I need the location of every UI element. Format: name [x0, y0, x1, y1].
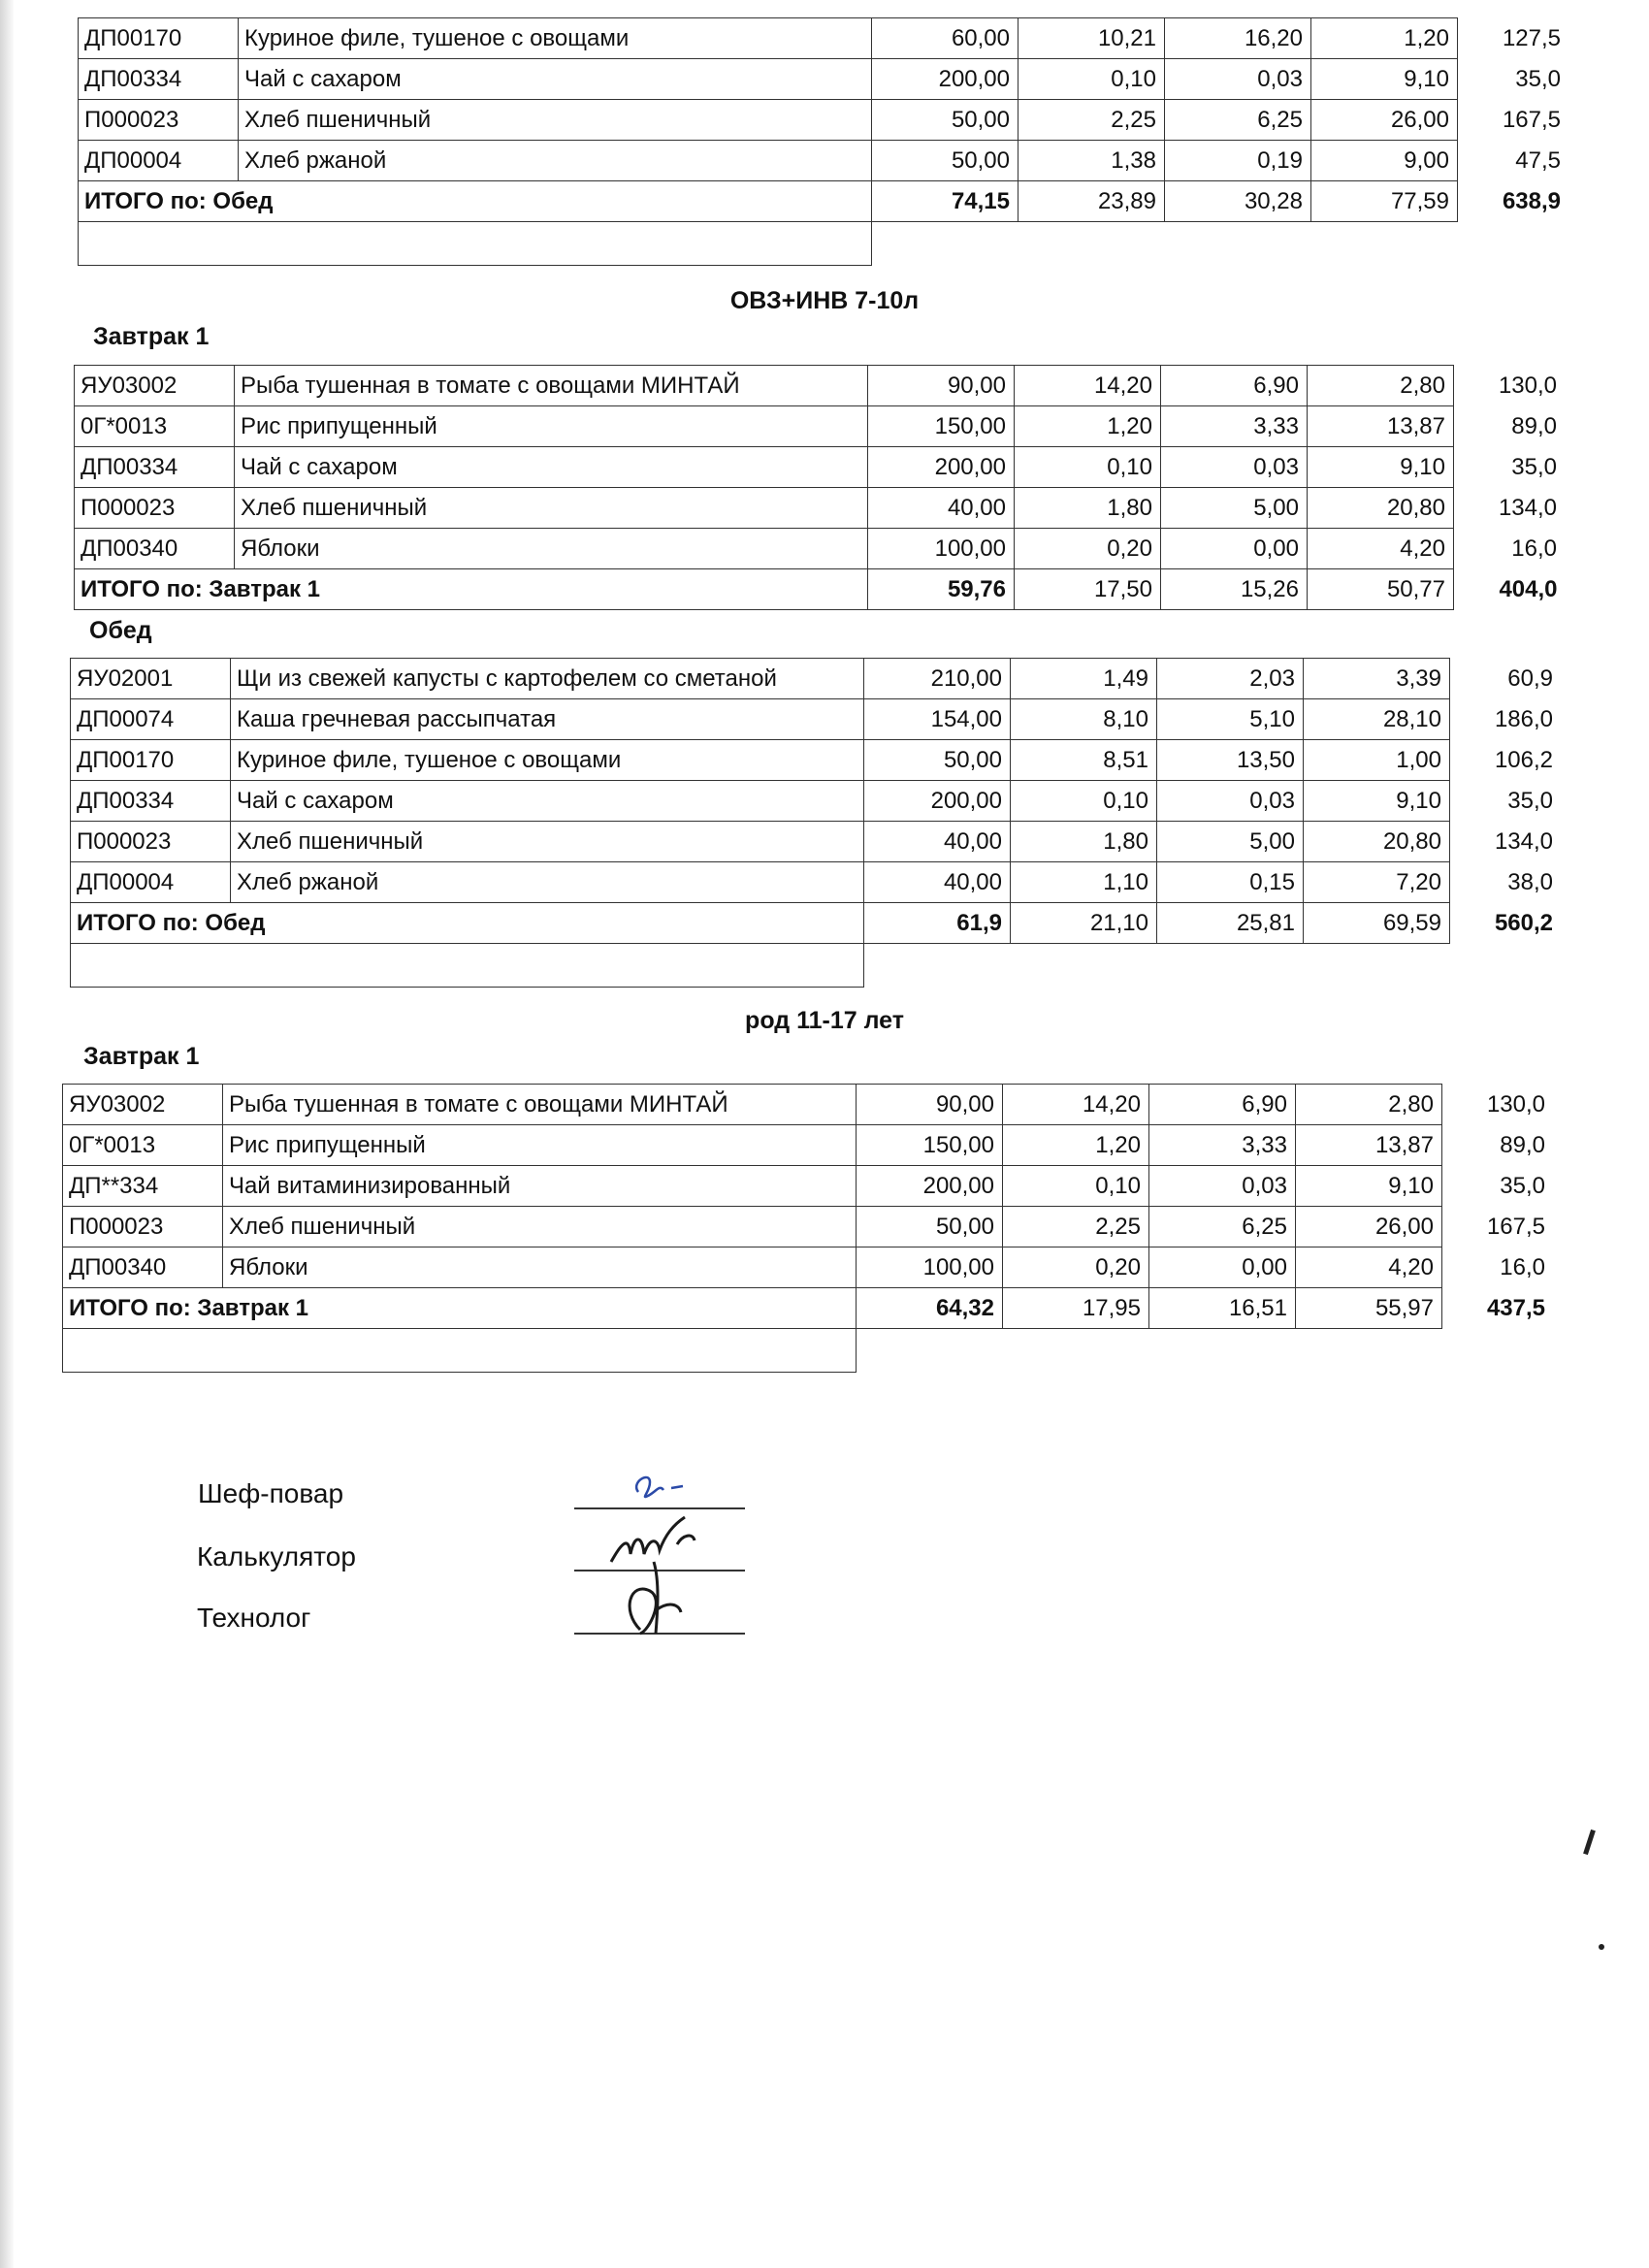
item-carbs: 13,87	[1296, 1125, 1442, 1166]
item-weight: 210,00	[864, 659, 1011, 699]
item-protein: 0,10	[1003, 1166, 1149, 1207]
scan-artifact	[1599, 1944, 1604, 1950]
meal-heading: Завтрак 1	[93, 323, 210, 350]
table-row	[71, 699, 1554, 740]
item-kcal: 130,0	[1498, 372, 1557, 399]
item-name: Хлеб пшеничный	[223, 1207, 857, 1247]
item-carbs: 9,00	[1311, 141, 1458, 181]
item-carbs: 7,20	[1304, 862, 1450, 903]
total-row	[75, 569, 1558, 610]
item-fat: 0,00	[1149, 1247, 1296, 1288]
item-weight: 154,00	[864, 699, 1011, 740]
item-carbs: 9,10	[1311, 59, 1458, 100]
total-fat: 16,51	[1149, 1288, 1296, 1329]
table-row	[71, 740, 1554, 781]
item-name: Куриное филе, тушеное с овощами	[239, 18, 872, 59]
item-weight: 50,00	[857, 1207, 1003, 1247]
item-protein: 0,10	[1015, 447, 1161, 488]
item-fat: 13,50	[1157, 740, 1304, 781]
item-code: П000023	[75, 488, 235, 529]
item-kcal: 134,0	[1494, 827, 1553, 855]
item-name: Рыба тушенная в томате с овощами МИНТАЙ	[235, 366, 868, 406]
item-kcal: 38,0	[1507, 868, 1553, 895]
scan-left-edge	[0, 0, 14, 2268]
item-carbs: 1,00	[1304, 740, 1450, 781]
item-carbs: 28,10	[1304, 699, 1450, 740]
item-code: ДП00074	[71, 699, 231, 740]
item-fat: 16,20	[1165, 18, 1311, 59]
total-weight: 64,32	[857, 1288, 1003, 1329]
item-fat: 6,90	[1161, 366, 1308, 406]
total-label: ИТОГО по: Обед	[71, 903, 864, 944]
total-carbs: 77,59	[1311, 181, 1458, 222]
table-row	[79, 59, 1562, 100]
total-fat: 15,26	[1161, 569, 1308, 610]
item-fat: 0,03	[1161, 447, 1308, 488]
item-protein: 2,25	[1003, 1207, 1149, 1247]
item-protein: 0,10	[1018, 59, 1165, 100]
item-code: П000023	[79, 100, 239, 141]
item-weight: 150,00	[857, 1125, 1003, 1166]
item-fat: 5,00	[1161, 488, 1308, 529]
item-kcal: 35,0	[1500, 1172, 1545, 1199]
item-protein: 1,80	[1011, 822, 1157, 862]
table-row	[75, 529, 1558, 569]
item-name: Чай с сахаром	[231, 781, 864, 822]
total-kcal: 560,2	[1494, 909, 1553, 936]
item-name: Рис припущенный	[235, 406, 868, 447]
item-fat: 0,03	[1149, 1166, 1296, 1207]
item-carbs: 20,80	[1304, 822, 1450, 862]
item-name: Яблоки	[235, 529, 868, 569]
item-protein: 0,20	[1003, 1247, 1149, 1288]
table-row	[79, 141, 1562, 181]
table-row	[75, 406, 1558, 447]
item-kcal: 134,0	[1498, 494, 1557, 521]
total-row	[63, 1288, 1546, 1329]
item-protein: 1,10	[1011, 862, 1157, 903]
item-fat: 3,33	[1161, 406, 1308, 447]
item-fat: 6,25	[1149, 1207, 1296, 1247]
signature-chef	[621, 1463, 737, 1511]
item-name: Чай с сахаром	[235, 447, 868, 488]
item-fat: 0,00	[1161, 529, 1308, 569]
item-kcal: 60,9	[1507, 664, 1553, 692]
item-carbs: 20,80	[1308, 488, 1454, 529]
total-weight: 74,15	[872, 181, 1018, 222]
total-carbs: 55,97	[1296, 1288, 1442, 1329]
section-title: ОВЗ+ИНВ 7-10л	[729, 287, 920, 314]
section-title: род 11-17 лет	[745, 1007, 904, 1034]
item-weight: 40,00	[864, 822, 1011, 862]
table-row	[63, 1207, 1546, 1247]
table-row	[63, 1085, 1546, 1125]
item-name: Хлеб ржаной	[231, 862, 864, 903]
item-carbs: 26,00	[1311, 100, 1458, 141]
item-kcal: 186,0	[1494, 705, 1553, 732]
item-fat: 6,90	[1149, 1085, 1296, 1125]
item-protein: 1,20	[1015, 406, 1161, 447]
item-kcal: 16,0	[1511, 535, 1557, 562]
item-name: Куриное филе, тушеное с овощами	[231, 740, 864, 781]
item-name: Хлеб пшеничный	[231, 822, 864, 862]
item-fat: 6,25	[1165, 100, 1311, 141]
table-row	[79, 100, 1562, 141]
item-protein: 14,20	[1003, 1085, 1149, 1125]
item-kcal: 127,5	[1502, 24, 1561, 51]
item-weight: 60,00	[872, 18, 1018, 59]
item-code: ДП00334	[71, 781, 231, 822]
menu-table-breakfast-7-10	[74, 365, 1558, 610]
empty-row	[71, 944, 1554, 988]
item-carbs: 2,80	[1308, 366, 1454, 406]
item-weight: 40,00	[868, 488, 1015, 529]
item-carbs: 4,20	[1296, 1247, 1442, 1288]
scan-artifact	[1583, 1830, 1596, 1855]
item-protein: 1,80	[1015, 488, 1161, 529]
item-kcal: 167,5	[1502, 106, 1561, 133]
item-code: 0Г*0013	[75, 406, 235, 447]
empty-row	[63, 1329, 1546, 1373]
table-row	[75, 447, 1558, 488]
item-carbs: 9,10	[1296, 1166, 1442, 1207]
item-protein: 0,10	[1011, 781, 1157, 822]
table-row	[75, 366, 1558, 406]
item-name: Хлеб ржаной	[239, 141, 872, 181]
item-fat: 5,00	[1157, 822, 1304, 862]
item-weight: 50,00	[864, 740, 1011, 781]
item-protein: 14,20	[1015, 366, 1161, 406]
item-name: Хлеб пшеничный	[239, 100, 872, 141]
item-protein: 8,51	[1011, 740, 1157, 781]
item-weight: 200,00	[857, 1166, 1003, 1207]
item-name: Чай с сахаром	[239, 59, 872, 100]
item-weight: 50,00	[872, 141, 1018, 181]
total-carbs: 50,77	[1308, 569, 1454, 610]
empty-row	[79, 222, 1562, 266]
total-fat: 30,28	[1165, 181, 1311, 222]
item-code: ДП00004	[79, 141, 239, 181]
total-protein: 17,50	[1015, 569, 1161, 610]
item-fat: 0,19	[1165, 141, 1311, 181]
total-label: ИТОГО по: Обед	[79, 181, 872, 222]
item-carbs: 4,20	[1308, 529, 1454, 569]
total-label: ИТОГО по: Завтрак 1	[75, 569, 868, 610]
signature-technologist	[611, 1552, 728, 1639]
menu-table-breakfast-11-17	[62, 1084, 1545, 1373]
total-label: ИТОГО по: Завтрак 1	[63, 1288, 857, 1329]
item-weight: 90,00	[857, 1085, 1003, 1125]
total-fat: 25,81	[1157, 903, 1304, 944]
table-row	[63, 1247, 1546, 1288]
item-kcal: 35,0	[1515, 65, 1561, 92]
item-weight: 200,00	[864, 781, 1011, 822]
item-name: Хлеб пшеничный	[235, 488, 868, 529]
item-weight: 50,00	[872, 100, 1018, 141]
item-code: ДП00170	[71, 740, 231, 781]
item-fat: 5,10	[1157, 699, 1304, 740]
item-name: Рыба тушенная в томате с овощами МИНТАЙ	[223, 1085, 857, 1125]
item-code: ДП00340	[63, 1247, 223, 1288]
item-name: Каша гречневая рассыпчатая	[231, 699, 864, 740]
item-weight: 100,00	[868, 529, 1015, 569]
item-fat: 0,15	[1157, 862, 1304, 903]
item-name: Рис припущенный	[223, 1125, 857, 1166]
total-kcal: 638,9	[1502, 187, 1561, 214]
item-kcal: 89,0	[1511, 412, 1557, 439]
item-carbs: 3,39	[1304, 659, 1450, 699]
item-weight: 200,00	[868, 447, 1015, 488]
item-kcal: 35,0	[1511, 453, 1557, 480]
total-protein: 23,89	[1018, 181, 1165, 222]
table-row	[71, 781, 1554, 822]
item-kcal: 89,0	[1500, 1131, 1545, 1158]
item-kcal: 130,0	[1486, 1090, 1545, 1118]
item-weight: 200,00	[872, 59, 1018, 100]
item-name: Чай витаминизированный	[223, 1166, 857, 1207]
total-protein: 21,10	[1011, 903, 1157, 944]
item-kcal: 16,0	[1500, 1253, 1545, 1280]
table-row	[71, 862, 1554, 903]
item-code: ДП00340	[75, 529, 235, 569]
menu-table-lunch-7-10	[70, 658, 1553, 988]
total-kcal: 404,0	[1499, 575, 1558, 602]
table-row	[75, 488, 1558, 529]
item-fat: 0,03	[1157, 781, 1304, 822]
item-kcal: 167,5	[1486, 1213, 1545, 1240]
item-code: 0Г*0013	[63, 1125, 223, 1166]
table-row	[63, 1166, 1546, 1207]
item-carbs: 26,00	[1296, 1207, 1442, 1247]
total-row	[71, 903, 1554, 944]
item-protein: 0,20	[1015, 529, 1161, 569]
item-name: Яблоки	[223, 1247, 857, 1288]
item-fat: 0,03	[1165, 59, 1311, 100]
item-protein: 1,38	[1018, 141, 1165, 181]
table-row	[79, 18, 1562, 59]
total-weight: 61,9	[864, 903, 1011, 944]
item-kcal: 35,0	[1507, 787, 1553, 814]
item-weight: 100,00	[857, 1247, 1003, 1288]
total-row	[79, 181, 1562, 222]
table-row	[71, 659, 1554, 699]
item-weight: 90,00	[868, 366, 1015, 406]
item-weight: 40,00	[864, 862, 1011, 903]
item-carbs: 1,20	[1311, 18, 1458, 59]
signature-label-chef: Шеф-повар	[198, 1478, 344, 1508]
item-fat: 3,33	[1149, 1125, 1296, 1166]
item-code: ЯУ03002	[63, 1085, 223, 1125]
table-row	[63, 1125, 1546, 1166]
item-protein: 1,20	[1003, 1125, 1149, 1166]
item-code: ДП00334	[79, 59, 239, 100]
item-code: ДП00004	[71, 862, 231, 903]
item-protein: 8,10	[1011, 699, 1157, 740]
meal-heading: Завтрак 1	[83, 1043, 200, 1070]
item-protein: 2,25	[1018, 100, 1165, 141]
item-kcal: 106,2	[1494, 746, 1553, 773]
item-code: ДП00334	[75, 447, 235, 488]
item-weight: 150,00	[868, 406, 1015, 447]
item-carbs: 9,10	[1304, 781, 1450, 822]
total-protein: 17,95	[1003, 1288, 1149, 1329]
total-carbs: 69,59	[1304, 903, 1450, 944]
item-code: П000023	[63, 1207, 223, 1247]
item-carbs: 13,87	[1308, 406, 1454, 447]
item-carbs: 9,10	[1308, 447, 1454, 488]
item-code: ЯУ02001	[71, 659, 231, 699]
item-protein: 10,21	[1018, 18, 1165, 59]
item-kcal: 47,5	[1515, 146, 1561, 174]
signature-label-calculator: Калькулятор	[197, 1541, 356, 1571]
item-fat: 2,03	[1157, 659, 1304, 699]
item-code: ЯУ03002	[75, 366, 235, 406]
item-code: ДП00170	[79, 18, 239, 59]
table-row	[71, 822, 1554, 862]
total-weight: 59,76	[868, 569, 1015, 610]
item-code: ДП**334	[63, 1166, 223, 1207]
signature-label-technologist: Технолог	[197, 1603, 311, 1633]
meal-heading: Обед	[89, 617, 152, 644]
total-kcal: 437,5	[1486, 1294, 1545, 1321]
menu-table-lunch-top	[78, 17, 1561, 266]
item-code: П000023	[71, 822, 231, 862]
item-protein: 1,49	[1011, 659, 1157, 699]
item-carbs: 2,80	[1296, 1085, 1442, 1125]
item-name: Щи из свежей капусты с картофелем со сметаной	[231, 659, 864, 699]
